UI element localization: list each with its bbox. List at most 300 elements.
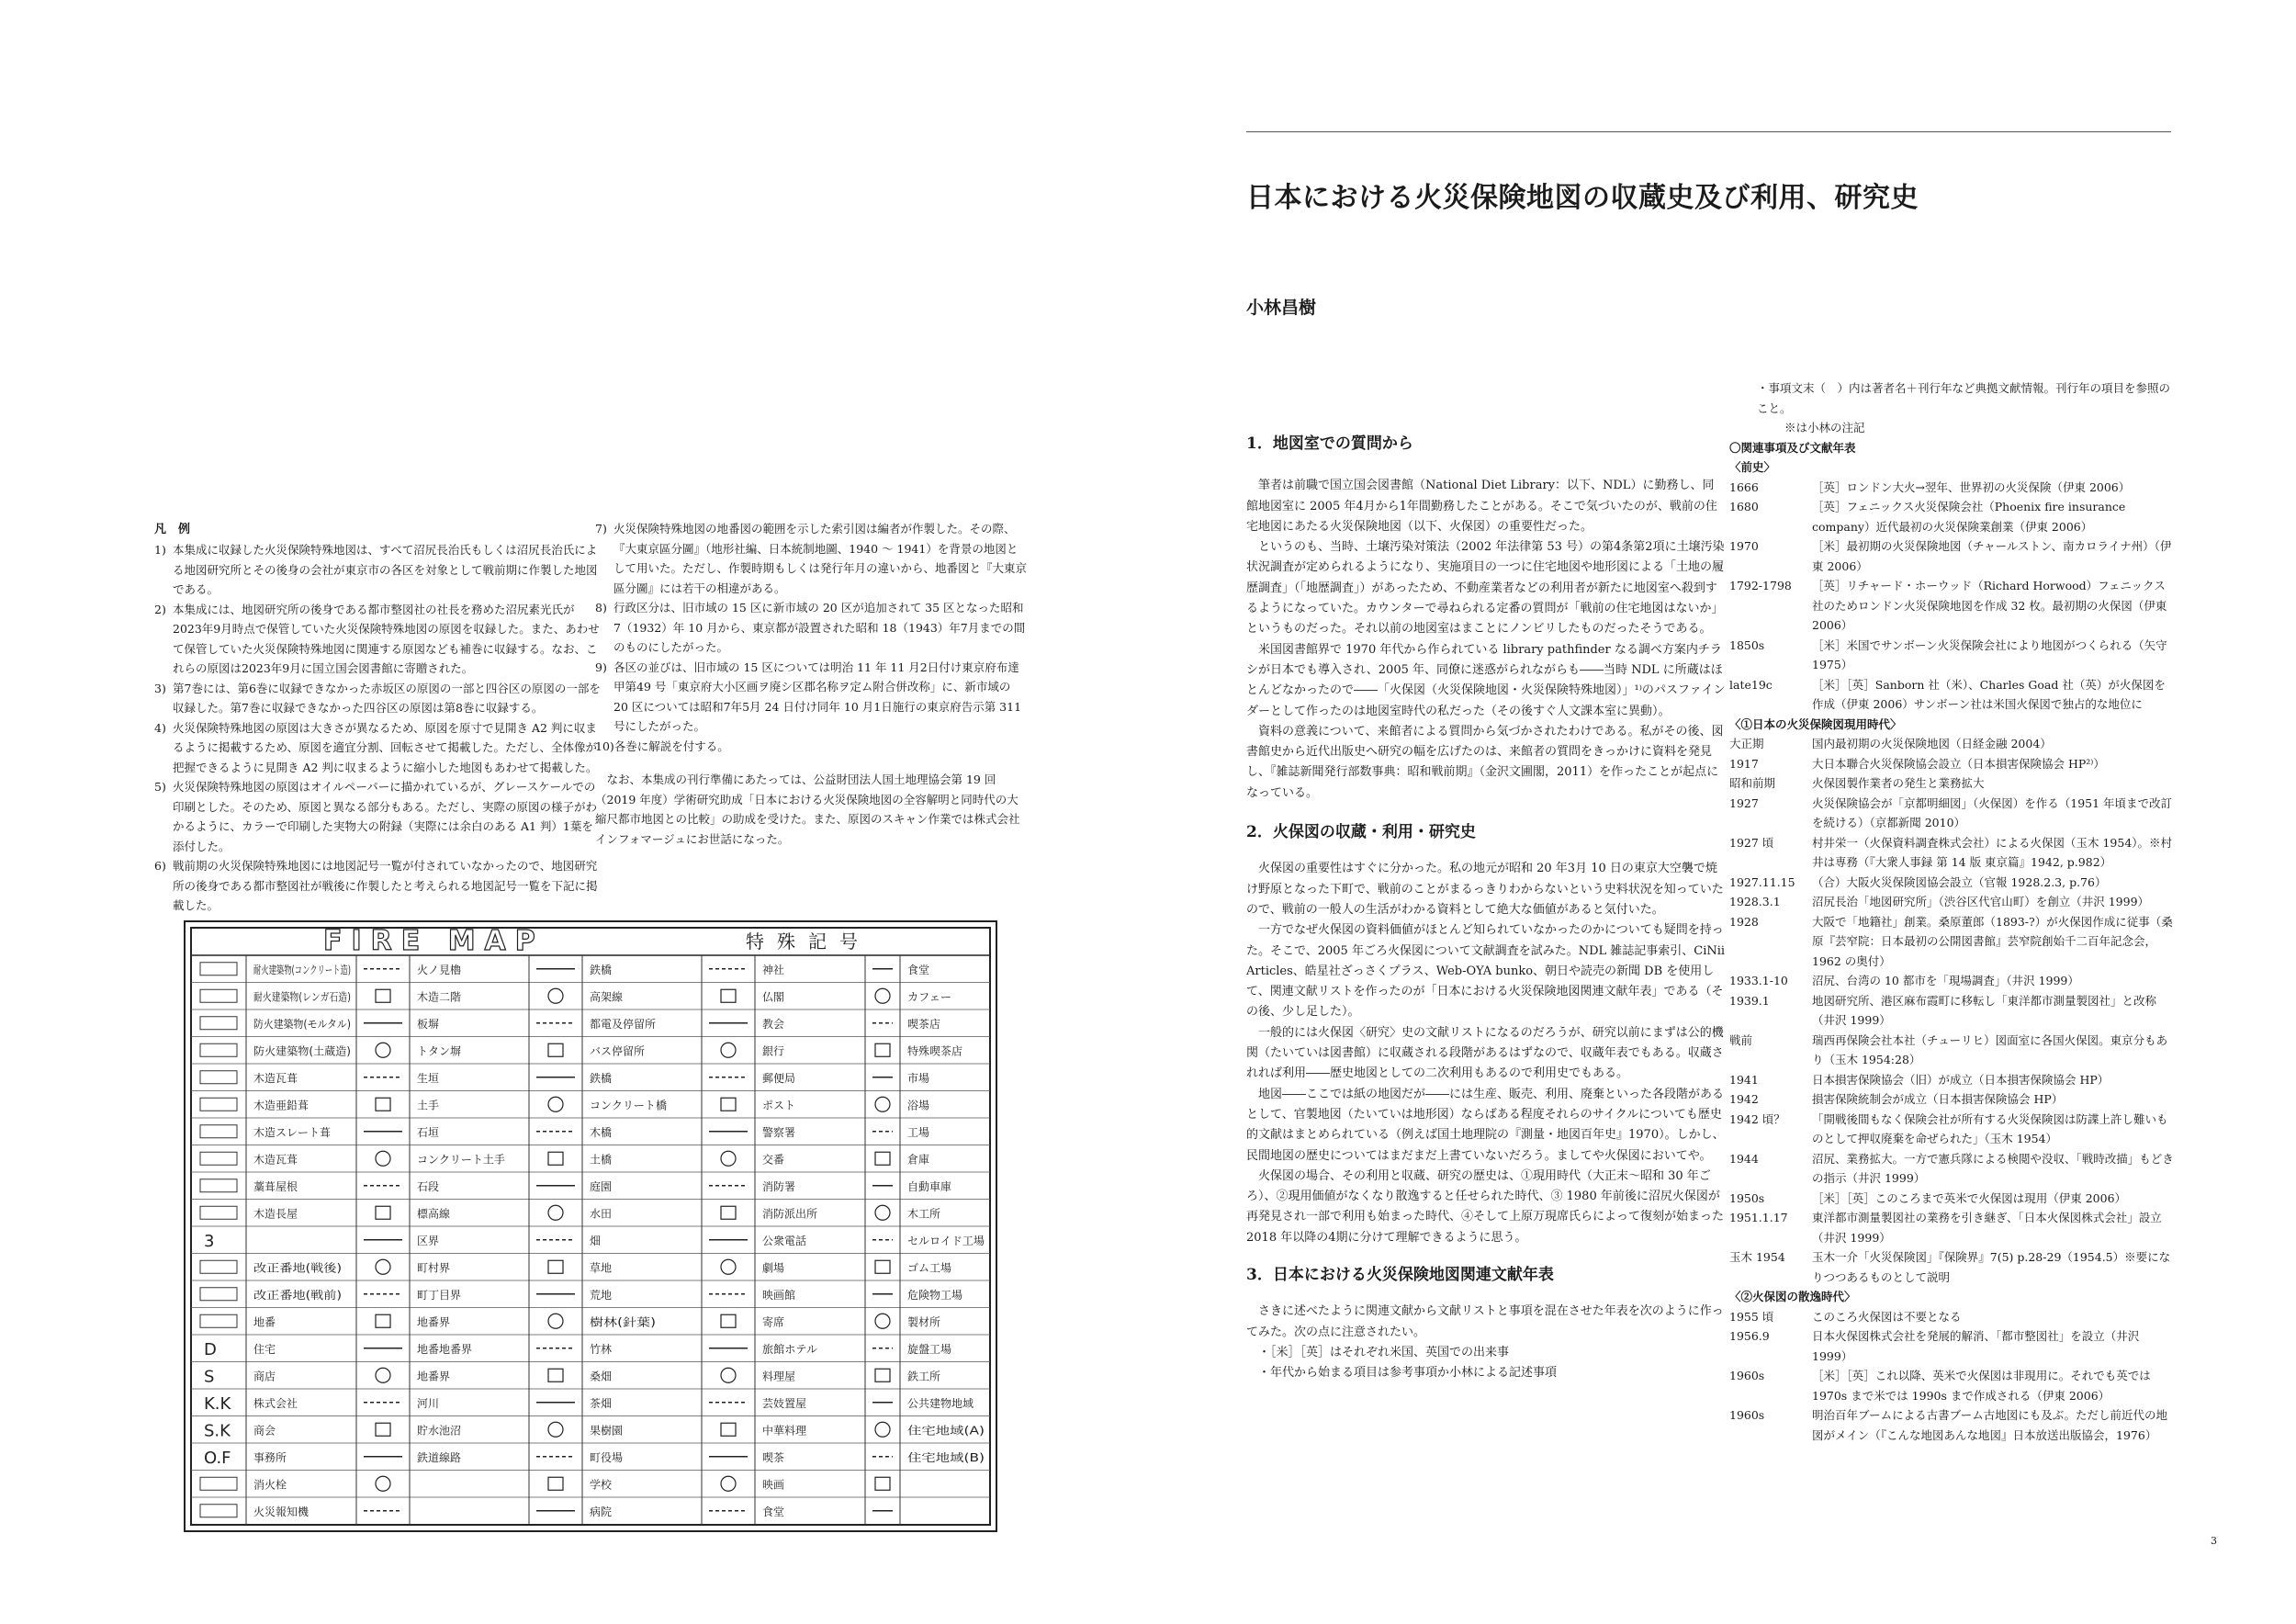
legend-label: 旋盤工場: [907, 1342, 952, 1356]
legend-circle-symbol: [875, 1314, 890, 1328]
legend-swatch: [200, 1260, 237, 1273]
paragraph: 一方でなぜ火保図の資料価値がほとんど知られていなかったのかについても疑問を持った。そこで、2005 年ごろ火保図について文献調査を試みた。NDL 雑誌記事索引、CiNii Articles、皓星社ざっさくプラス、Web-OYA bunko、朝日や読売の新聞 DB を使用して、関連文献リストを作ったのが「日本における火災保険地図関連文献年表」である（その後、少し足した）。: [1246, 923, 1726, 1020]
legend-circle-symbol: [548, 988, 563, 1003]
legend-box-symbol: [548, 1260, 563, 1273]
legend-label: 公共建物地域: [907, 1396, 974, 1410]
timeline-date: 1939.1: [1729, 993, 1770, 1008]
timeline-text: 地図研究所、港区麻布霞町に移転し「東洋都市測量製図社」と改称（井沢 1999）: [1812, 993, 2157, 1027]
legend-label: 木工所: [907, 1207, 941, 1221]
legend-label: 防火建築物(土蔵造): [253, 1044, 351, 1058]
legend-label: 地番界: [417, 1370, 451, 1383]
legend-label: 学校: [590, 1478, 613, 1492]
legend-label: 木造二階: [417, 990, 462, 1004]
note-item: [595, 658, 1027, 737]
timeline-text: 東洋都市測量製図社の業務を引き継ぎ、「日本火保図株式会社」設立（井沢 1999）: [1812, 1211, 2162, 1245]
note-text: 火災保険特殊地図の原図はオイルペーパーに描かれているが、グレースケールでの印刷とした。そのため、原図と異なる部分もある。ただし、実際の原図の様子がわかるように、カラーで印刷した実物大の附録（実際には余白のある A1 判）1葉を添付した。: [173, 780, 598, 853]
legend-label: 倉庫: [907, 1153, 930, 1167]
legend-box-symbol: [875, 1369, 890, 1382]
timeline-text: ［米］最初期の火災保険地図（チャールストン、南カロライナ州）（伊東 2006）: [1812, 539, 2172, 573]
legend-box-symbol: [376, 1423, 390, 1436]
legend-circle-symbol: [376, 1259, 390, 1274]
timeline-date: 1942: [1729, 1092, 1759, 1106]
paragraph: さきに述べたように関連文献から文献リストと事項を混在させた年表を次のように作ってみた。次の点に注意されたい。: [1246, 1304, 1724, 1339]
legend-box-symbol: [548, 1369, 563, 1382]
timeline-text: （合）大阪火災保険図協会設立（官報 1928.2.3, p.76）: [1812, 874, 2107, 889]
legend-label: ゴム工場: [907, 1261, 952, 1275]
note-number: 6): [154, 859, 166, 873]
timeline-row: [1729, 1326, 2174, 1366]
legend-swatch: [200, 1071, 237, 1084]
legend-box-symbol: [721, 1314, 736, 1327]
legend-swatch: [200, 1043, 237, 1056]
legend-label: 耐火建築物(レンガ石造): [253, 990, 373, 1004]
legend-label: 交番: [762, 1153, 785, 1167]
timeline-row: [1729, 1031, 2174, 1070]
legend-label: 工場: [907, 1125, 930, 1139]
legend-circle-symbol: [875, 988, 890, 1003]
timeline-date: 1950s: [1729, 1190, 1765, 1205]
timeline-date: 1933.1-10: [1729, 974, 1788, 987]
legend-box-symbol: [548, 1477, 563, 1490]
legend-label: 畑: [590, 1234, 602, 1247]
legend-label: カフェー: [907, 990, 951, 1004]
timeline-date: 昭和前期: [1729, 776, 1776, 790]
note-item: [154, 679, 602, 718]
timeline-date: 1960s: [1729, 1408, 1765, 1422]
timeline-date: 1928.3.1: [1729, 895, 1781, 908]
timeline-row: [1729, 1366, 2174, 1405]
legend-label: 町丁目界: [417, 1288, 461, 1302]
legend-label: 改正番地(戦後): [253, 1261, 329, 1275]
legend-mark: S: [204, 1367, 215, 1387]
timeline-row: [1729, 833, 2174, 873]
legend-swatch: [200, 1017, 237, 1030]
legend-box-symbol: [721, 1206, 736, 1219]
timeline-note: ※は小林の注記: [1784, 421, 1865, 434]
timeline-period-heading: 〈②火保図の散逸時代〉: [1729, 1290, 1856, 1303]
timeline-date: 1927 頃: [1729, 835, 1774, 850]
legend-label: 危険物工場: [907, 1288, 963, 1302]
timeline-text: このころ火保図は不要となる: [1812, 1309, 1962, 1324]
legend-label: 旅館ホテル: [762, 1342, 817, 1356]
legend-label: 喫茶: [762, 1450, 785, 1464]
legend-label: 病院: [590, 1505, 613, 1518]
note-number: 5): [154, 780, 166, 794]
timeline-row: [1729, 991, 2174, 1031]
timeline-date: 1955 頃: [1729, 1309, 1774, 1324]
timeline-date: 1956.9: [1729, 1329, 1770, 1343]
bullet-item: ・年代から始まる項目は参考事項か小林による記述事項: [1258, 1366, 1558, 1381]
timeline-date: 1927.11.15: [1729, 874, 1795, 889]
legend-swatch: [200, 989, 237, 1002]
paragraph: 一般的には火保図〈研究〉史の文献リストになるのだろうが、研究以前にまずは公的機関（たいていは図書館）に収蔵される段階があるはずなので、収蔵年表でもある。収蔵されれば利用――歴史地図としての二次利用もあるので利用史でもある。: [1246, 1025, 1724, 1081]
timeline-row: [1729, 536, 2174, 576]
legend-label: 河川: [417, 1396, 439, 1410]
legend-circle-symbol: [721, 1476, 736, 1491]
note-number: 8): [595, 601, 607, 615]
timeline-date: 1941: [1729, 1072, 1759, 1087]
legend-label: トタン塀: [417, 1044, 462, 1058]
legend-label: 自動車庫: [907, 1179, 952, 1193]
timeline-text: ［米］［英］これ以降、英米で火保図は非現用に。それでも英では 1970s まで米では 1990s まで作成される（伊東 2006）: [1812, 1369, 2151, 1403]
legend-label: コンクリート土手: [417, 1153, 505, 1167]
legend-label: 株式会社: [253, 1396, 298, 1410]
timeline-text: 火災保険協会が「京都明細図」（火保図）を作る（1951 年頃まで改訂を続ける）（京都新聞 2010）: [1812, 795, 2173, 829]
timeline-date: 1927: [1729, 795, 1759, 810]
paragraph: 火保図の重要性はすぐに分かった。私の地元が昭和 20 年3月 10 日の東京大空襲で焼け野原となった下町で、戦前のことがまるっきりわからないという史料状況を知っていたので、戦前の一般人の生活がわかる資料として絶大な価値があると気付いた。: [1246, 862, 1724, 917]
note-item: [154, 540, 602, 600]
timeline-text: 沼尻長治「地図研究所」（渋谷区代官山町）を創立（井沢 1999）: [1812, 895, 2150, 908]
legend-label: 市場: [907, 1071, 930, 1085]
note-text: 戦前期の火災保険特殊地図には地図記号一覧が付されていなかったので、地図研究所の後身である都市整図社が戦後に作製したと考えられる地図記号一覧を下記に掲載した。: [173, 859, 598, 912]
timeline-row: [1729, 1247, 2174, 1287]
note-number: 1): [154, 543, 166, 557]
legend-circle-symbol: [875, 1205, 890, 1220]
fire-map-title: FIRE MAP: [323, 925, 545, 957]
note-item: [154, 600, 602, 679]
legend-circle-symbol: [721, 1151, 736, 1166]
legend-label: 標高線: [417, 1207, 451, 1221]
timeline-date: 1944: [1729, 1151, 1759, 1166]
timeline-row: [1729, 1208, 2174, 1247]
legend-label: 高架線: [590, 990, 624, 1004]
note-item: [154, 777, 602, 856]
timeline-row: [1729, 912, 2174, 972]
legend-label: 火ノ見櫓: [417, 963, 462, 976]
timeline-row: [1729, 576, 2174, 636]
page-number: 3: [2211, 1535, 2217, 1547]
article-title: 日本における火災保険地図の収蔵史及び利用、研究史: [1246, 182, 1919, 214]
timeline-row: [1729, 1070, 2174, 1090]
legend-box-symbol: [721, 989, 736, 1002]
timeline-text: 日本損害保険協会（旧）が成立（日本損害保険協会 HP）: [1812, 1072, 2110, 1087]
legend-circle-symbol: [875, 1097, 890, 1111]
legend-box-symbol: [548, 1043, 563, 1056]
legend-label: 消火栓: [253, 1478, 287, 1492]
bullet-item: ・［米］［英］はそれぞれ米国、英国での出来事: [1258, 1345, 1510, 1359]
legend-label: 荒地: [590, 1288, 613, 1302]
fire-map-table: [186, 922, 996, 1530]
legend-label: 茶畑: [590, 1396, 613, 1410]
note-number: 4): [154, 720, 166, 735]
timeline-date: 1666: [1729, 479, 1759, 494]
legend-label: 消防派出所: [762, 1207, 818, 1221]
legend-box-symbol: [721, 1423, 736, 1436]
legend-label: 木造長屋: [253, 1207, 298, 1221]
timeline-column: [1729, 378, 2174, 1445]
timeline-row: [1729, 734, 2174, 754]
note-text: 本集成には、地図研究所の後身である都市整図社の社長を務めた沼尻素光氏が2023年9月時点で保管していた火災保険特殊地図の原図を収録した。また、あわせて保管していた火災保険特殊地図に関連する原図なども補巻に収録する。なお、これらの原図は2023年9月に国立国会図書館に寄贈された。: [173, 602, 600, 675]
notes-heading: 凡 例: [154, 523, 191, 536]
legend-label: 住宅地域(A): [907, 1424, 968, 1438]
paragraph: 火保図の場合、その利用と収蔵、研究の歴史は、①現用時代（大正末～昭和 30 年ごろ）、②現用価値がなくなり散逸すると任せられた時代、③ 1980 年前後に沼尻火保図が再発見され一部で利用も始まった時代、④そして上原万現席氏らによって復刻が始まった 2018 年以降の4期に分けて理解できるように思う。: [1246, 1168, 1725, 1245]
legend-box-symbol: [376, 1206, 390, 1219]
timeline-row: [1729, 773, 2174, 794]
legend-circle-symbol: [376, 1368, 390, 1382]
legend-label: 都電及停留所: [590, 1017, 657, 1031]
legend-label: 木造亜鉛葺: [253, 1099, 310, 1112]
legend-swatch: [200, 1152, 237, 1165]
legend-label: コンクリート橋: [590, 1099, 667, 1112]
note-text: 第7巻には、第6巻に収録できなかった赤坂区の原図の一部と四谷区の原図の一部を収録した。第7巻に収録できなかった四谷区の原図は第8巻に収録する。: [173, 681, 601, 715]
legend-label: 鉄橋: [590, 1071, 613, 1085]
legend-label: 警察署: [762, 1125, 796, 1139]
legend-mark: O.F: [204, 1448, 231, 1468]
timeline-text: 明治百年ブームによる古書ブーム古地図にも及ぶ。ただし前近代の地図がメイン（『こんな地図あんな地図』日本放送出版協会，1976）: [1812, 1408, 2168, 1442]
timeline: [1729, 457, 2174, 1445]
legend-label: 果樹園: [590, 1424, 624, 1438]
paragraph: 米国図書館界で 1970 年代から作られている library pathfinder なる調べ方案内チラシが日本でも導入され、2005 年、同僚に迷惑がられながらも――当時 NDL に所蔵はほとんどなかったので――「火保図（火災保険地図・火災保険特殊地図）」¹⁾のパスファインダーとして作ったのは地図室時代の私だった（その後すぐ人文課本室に異動）。: [1246, 642, 1726, 718]
legend-label: 改正番地(戦前): [253, 1288, 329, 1302]
section-2-heading: 2．火保図の収蔵・利用・研究史: [1246, 823, 1476, 842]
legend-label: 石段: [417, 1179, 439, 1193]
timeline-row: [1729, 478, 2174, 498]
legend-swatch: [200, 1505, 237, 1517]
legend-circle-symbol: [376, 1043, 390, 1057]
legend-label: 鉄道線路: [417, 1450, 462, 1464]
timeline-row: [1729, 636, 2174, 675]
timeline-text: ［米］［英］このころまで英米で火保図は現用（伊東 2006）: [1812, 1190, 2127, 1205]
legend-label: 食堂: [907, 963, 930, 976]
legend-label: 藁葺屋根: [253, 1179, 298, 1193]
timeline-row: [1729, 497, 2174, 536]
timeline-row: [1729, 754, 2174, 774]
legend-label: 樹林(針葉): [590, 1315, 643, 1329]
legend-label: 郵便局: [762, 1071, 795, 1085]
timeline-text: 火保図製作業者の発生と業務拡大: [1812, 776, 1985, 790]
timeline-date: 1850s: [1729, 637, 1765, 652]
legend-label: 貯水池沼: [417, 1424, 462, 1438]
section-3-heading: 3．日本における火災保険地図関連文献年表: [1246, 1265, 1554, 1284]
paragraph: 資料の意義について、来館者による質問から気づかされたわけである。私がその後、図書館史から近代出版史へ研究の幅を広げたのは、来館者の質問をきっかけに資料を発見し、『雑誌新聞発行部数事典：昭和戦前期』（金沢文圃閣，2011）を作ったことが起点になっている。: [1246, 724, 1724, 800]
legend-label: ポスト: [762, 1099, 795, 1112]
legend-swatch: [200, 1098, 237, 1111]
section-1-text: [1246, 476, 1726, 804]
timeline-text: ［米］米国でサンボーン火災保険会社により地図がつくられる（矢守 1975）: [1812, 637, 2167, 671]
timeline-period-heading: 〈①日本の火災保険図現用時代〉: [1729, 716, 1902, 731]
note-text: 本集成に収録した火災保険特殊地図は、すべて沼尻長治氏もしくは沼尻長治氏による地図研究所とその後身の会社が東京市の各区を対象として戦前期に作製した地図である。: [173, 543, 598, 596]
timeline-text: 瑞西再保険会社本社（チューリヒ）図面室に各国火保図。東京分もあり（玉木 1954:28）: [1812, 1032, 2168, 1066]
legend-label: 仏閣: [762, 990, 784, 1004]
timeline-row: [1729, 1307, 2174, 1327]
timeline-row: [1729, 1405, 2174, 1445]
legend-label: バス停留所: [590, 1044, 646, 1058]
legend-box-symbol: [721, 1098, 736, 1111]
legend-swatch: [200, 1288, 237, 1301]
timeline-text: 損害保険統制会が成立（日本損害保険協会 HP）: [1812, 1092, 2064, 1106]
legend-label: 映画: [762, 1478, 785, 1492]
timeline-row: [1729, 873, 2174, 893]
legend-circle-symbol: [548, 1314, 563, 1328]
note-item: [595, 737, 1027, 757]
legend-circle-symbol: [548, 1422, 563, 1437]
legend-label: 公衆電話: [762, 1234, 806, 1247]
legend-label: 鉄工所: [907, 1370, 941, 1383]
legend-label: 住宅: [253, 1342, 276, 1356]
timeline-text: ［米］［英］Sanborn 社（米）、Charles Goad 社（英）が火保図を作成（伊東 2006）サンボーン社は米国火保図で独占的な地位に: [1812, 677, 2166, 711]
timeline-date: 1960s: [1729, 1369, 1765, 1382]
note-item: [595, 519, 1027, 598]
timeline-text: 日本火保図株式会社を発展的解消、「都市整図社」を設立（井沢 1999）: [1812, 1329, 2140, 1363]
section-3-text: [1246, 1302, 1726, 1383]
legend-box-symbol: [875, 1152, 890, 1165]
legend-circle-symbol: [376, 1151, 390, 1166]
legend-box-symbol: [376, 1314, 390, 1327]
timeline-text: 村井栄一（火保資料調査株式会社）による火保図（玉木 1954）。※村井は専務（『大衆人事録 第 14 版 東京篇』1942, p.982）: [1812, 835, 2173, 869]
legend-box-symbol: [875, 1260, 890, 1273]
legend-swatch: [200, 1206, 237, 1219]
note-number: 2): [154, 602, 166, 616]
legend-box-symbol: [376, 989, 390, 1002]
legend-label: 木造瓦葺: [253, 1071, 298, 1085]
legend-label: 料理屋: [762, 1370, 796, 1383]
legend-label: 庭園: [590, 1179, 612, 1193]
article-body-column: [1246, 423, 1726, 1383]
fire-map-subtitle: 特殊記号: [746, 930, 871, 953]
note-number: 7): [595, 522, 607, 536]
legend-label: 芸妓置屋: [762, 1396, 807, 1410]
legend-label: 鉄橋: [590, 963, 613, 976]
legend-box-symbol: [875, 1477, 890, 1490]
author-name: 小林昌樹: [1246, 298, 1317, 318]
legend-label: 木造瓦葺: [253, 1153, 298, 1167]
legend-box-symbol: [548, 1152, 563, 1165]
timeline-row: [1729, 1110, 2174, 1149]
section-1-heading: 1．地図室での質問から: [1246, 434, 1413, 453]
timeline-text: ［英］リチャード・ホーウッド（Richard Horwood）フェニックス社のためロンドン火災保険地図を作成 32 枚。最初期の火保図（伊東 2006）: [1812, 579, 2167, 632]
legend-swatch: [200, 1314, 237, 1327]
legend-label: 浴場: [907, 1099, 930, 1112]
note-text: 各巻に解説を付する。: [613, 739, 729, 753]
timeline-date: 1942 頃？: [1729, 1111, 1785, 1126]
legend-label: 寄席: [762, 1315, 785, 1329]
timeline-text: ［英］ロンドン大火→翌年、世界初の火災保険（伊東 2006）: [1812, 479, 2131, 494]
legend-label: 地番地番界: [417, 1342, 473, 1356]
timeline-date: 1792-1798: [1729, 579, 1792, 592]
legend-label: 竹林: [590, 1342, 613, 1356]
note-number: 10): [595, 739, 614, 753]
legend-label: 耐火建築物(コンクリート造): [253, 963, 395, 976]
timeline-note: ・事項文末（ ）内は著者名＋刊行年など典拠文献情報。刊行年の項目を参照のこと。: [1757, 381, 2171, 415]
legend-mark: S.K: [204, 1421, 231, 1441]
legend-circle-symbol: [875, 1422, 890, 1437]
legend-label: 喫茶店: [907, 1017, 941, 1031]
legend-swatch: [200, 1179, 237, 1192]
legend-swatch: [200, 1477, 237, 1490]
timeline-heading: 〇関連事項及び文献年表: [1729, 440, 1856, 455]
legend-circle-symbol: [721, 1368, 736, 1382]
timeline-notes: [1729, 378, 2174, 438]
legend-label: 町役場: [590, 1450, 624, 1464]
legend-circle-symbol: [721, 1043, 736, 1057]
legend-mark: 3: [204, 1231, 215, 1251]
legend-label: 土橋: [590, 1153, 613, 1167]
note-item: [595, 598, 1027, 658]
legend-circle-symbol: [376, 1476, 390, 1491]
legend-label: 消防署: [762, 1179, 796, 1193]
timeline-row: [1729, 892, 2174, 912]
legend-swatch: [200, 963, 237, 976]
legend-swatch: [200, 1125, 237, 1138]
header-rule: [1246, 131, 2171, 132]
timeline-text: 「開戦後間もなく保険会社が所有する火災保険図は防諜上許し難いものとして押収廃棄を命ぜられた」（玉木 1954）: [1812, 1111, 2168, 1145]
legend-label: 映画館: [762, 1288, 796, 1302]
legend-label: 火災報知機: [253, 1505, 310, 1518]
legend-label: 特殊喫茶店: [907, 1044, 963, 1058]
legend-label: 草地: [590, 1261, 613, 1275]
timeline-text: 大日本聯合火災保険協会設立（日本損害保険協会 HP²⁾）: [1812, 756, 2105, 771]
paragraph: 筆者は前職で国立国会図書館（National Diet Library：以下、NDL）に勤務し、同館地図室に 2005 年4月から1年間勤務したことがある。そこで気づいたのが、戦前の住宅地図にあたる火災保険地図（以下、火保図）の重要性だった。: [1246, 479, 1717, 534]
note-number: 3): [154, 681, 166, 695]
section-2-text: [1246, 859, 1726, 1248]
timeline-text: 沼尻、業務拡大。一方で憲兵隊による検閲や没収、「戦時改描」もどきの指示（井沢 1999）: [1812, 1151, 2174, 1185]
timeline-period-heading: 〈前史〉: [1729, 460, 1776, 474]
legend-label: 桑畑: [590, 1370, 613, 1383]
legend-circle-symbol: [548, 1097, 563, 1111]
legend-label: 板塀: [417, 1017, 440, 1031]
legend-box-symbol: [376, 1098, 390, 1111]
legend-mark: D: [204, 1339, 217, 1359]
legend-label: 教会: [762, 1017, 785, 1031]
legend-circle-symbol: [721, 1259, 736, 1274]
legend-label: 劇場: [762, 1261, 785, 1275]
timeline-text: 玉木一介「火災保険図」『保険界』7(5) p.28-29（1954.5）※要になりつつあるものとして説明: [1812, 1250, 2171, 1284]
legend-label: 石垣: [417, 1125, 439, 1139]
legend-label: 商会: [253, 1424, 276, 1438]
timeline-date: 1917: [1729, 756, 1759, 771]
legend-label: 銀行: [762, 1044, 784, 1058]
note-number: 9): [595, 660, 607, 674]
timeline-date: 玉木 1954: [1729, 1250, 1785, 1264]
fire-map-legend: [184, 920, 997, 1532]
note-text: 行政区分は、旧市域の 15 区に新市域の 20 区が追加されて 35 区となった昭和7（1932）年 10 月から、東京都が設置された昭和 18（1943）年7月までの間のものにしたがった。: [613, 601, 1026, 654]
legend-label: 住宅地域(B): [907, 1450, 968, 1464]
timeline-row: [1729, 794, 2174, 833]
note-text: 各区の並びは、旧市域の 15 区については明治 11 年 11 月2日付け東京府布達甲第49 号「東京府大小区画ヲ廃シ区郡名称ヲ定ム附合併改称」に、新市域の 20 区については昭和7年5月 24 日付け同年 10 月1日施行の東京府告示第 311 号にしたがった。: [613, 660, 1022, 733]
timeline-row: [1729, 971, 2174, 991]
note-text: 火災保険特殊地図の原図は大きさが異なるため、原図を原寸で見開き A2 判に収まるように掲載するため、原図を適宜分割、回転させて掲載した。ただし、全体像が把握できるように見開き A2 判に収まるように縮小した地図もあわせて掲載した。: [173, 720, 598, 774]
legend-label: 製材所: [907, 1315, 941, 1329]
legend-label: セルロイド工場: [907, 1234, 985, 1247]
timeline-text: 沼尻、台湾の 10 都市を「現場調査」（井沢 1999）: [1812, 974, 2079, 987]
legend-label: 町村界: [417, 1261, 451, 1275]
legend-label: 神社: [762, 963, 785, 976]
legend-label: 中華料理: [762, 1424, 807, 1438]
legend-label: 防火建築物(モルタル): [253, 1017, 361, 1031]
legend-label: 土手: [417, 1099, 440, 1112]
timeline-date: 戦前: [1729, 1032, 1753, 1047]
legend-label: 木造スレート葺: [253, 1125, 332, 1139]
legend-label: 事務所: [253, 1450, 287, 1464]
note-item: [154, 856, 602, 916]
timeline-text: 国内最初期の火災保険地図（日経金融 2004）: [1812, 737, 2052, 750]
legend-label: 商店: [253, 1370, 276, 1383]
timeline-text: 大阪で「地籍社」創業。桑原董郎（1893-?）が火保図作成に従事（桑原『芸窄院：日本最初の公開図書館』芸窄院創始千二百年記念会，1962 の奥付）: [1812, 914, 2173, 968]
legend-label: 水田: [590, 1207, 613, 1221]
legend-label: 木橋: [590, 1125, 613, 1139]
timeline-text: ［英］フェニックス火災保険会社（Phoenix fire insurance company）近代最初の火災保険業創業（伊東 2006）: [1812, 500, 2126, 534]
paragraph: 地図――ここでは紙の地図だが――には生産、販売、利用、廃棄といった各段階があるとして、官製地図（たいていは地形図）ならばある程度それらのサイクルについても歴史的文献はまとめられている（例えば国土地理院の『測量・地図百年史』1970）。しかし、民間地図の歴史についてはまだまだ上書ていないだろう。ましてや火保図においてや。: [1246, 1087, 1725, 1163]
note-text: 火災保険特殊地図の地番図の範囲を示した索引図は編者が作製した。その際、『大東京區分圖』（地形社編、日本統制地圖、1940 ～ 1941）を背景の地図として用いた。ただし、作製時期もしくは発行年月の違いから、地番図と『大東京區分圖』には若干の相違がある。: [613, 522, 1028, 595]
timeline-date: 1970: [1729, 539, 1759, 553]
legend-label: 地番: [253, 1315, 276, 1329]
legend-label: 食堂: [762, 1505, 785, 1518]
timeline-date: 1928: [1729, 914, 1759, 929]
notes-list-right: [595, 519, 1027, 756]
timeline-date: 1680: [1729, 500, 1759, 513]
timeline-date: 大正期: [1729, 737, 1764, 750]
note-item: [154, 718, 602, 778]
